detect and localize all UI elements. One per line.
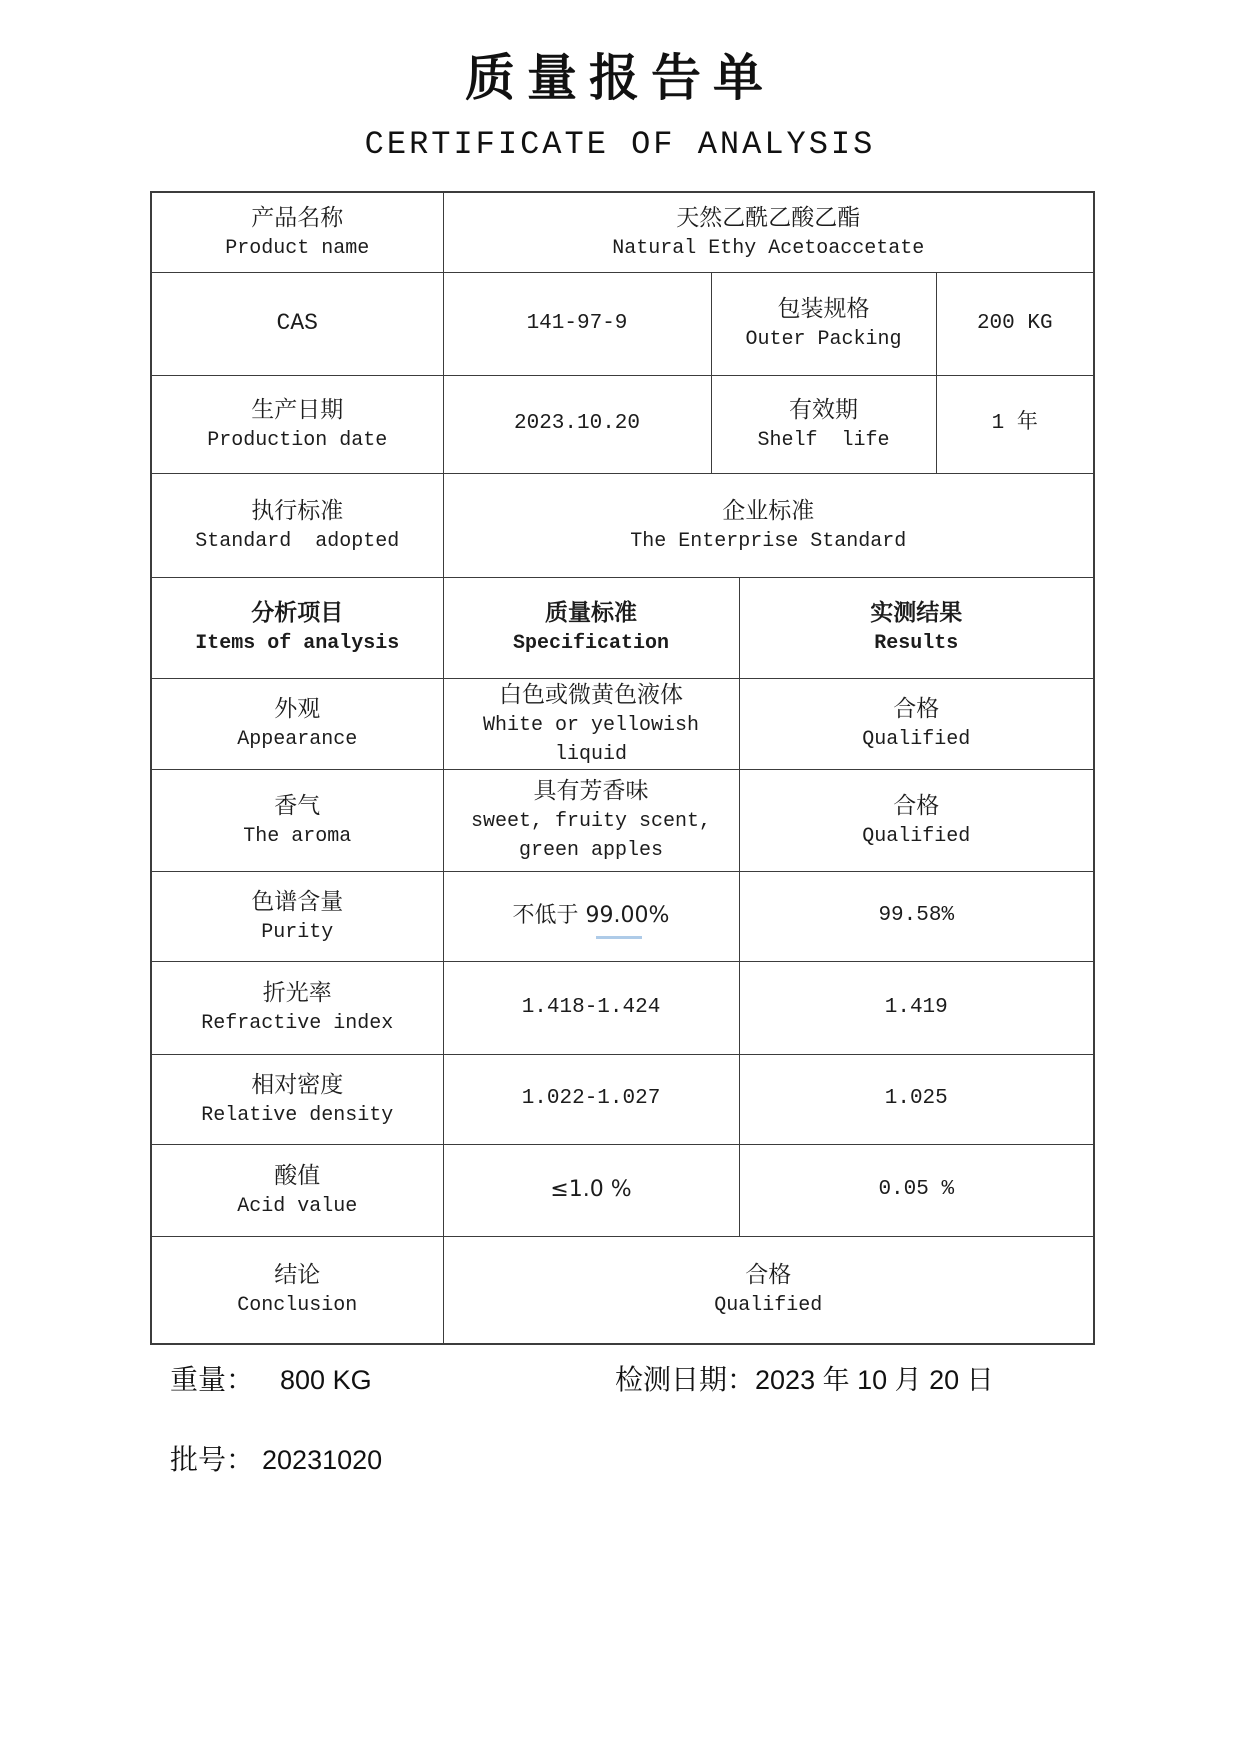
packing-value: 200 KG [976, 311, 1053, 335]
appearance-item-en: Appearance [237, 728, 358, 751]
acid-result-cell [739, 1144, 1094, 1236]
standard-label-en: Standard adopted [195, 529, 400, 553]
row-appearance [151, 678, 1094, 769]
appearance-spec-zh: 白色或微黄色液体 [499, 681, 683, 708]
refractive-item-zh: 折光率 [262, 980, 332, 1006]
refractive-result: 1.419 [884, 995, 948, 1019]
conclusion-value-cell [443, 1236, 1094, 1344]
density-spec-cell [443, 1054, 739, 1144]
appearance-item-zh: 外观 [274, 696, 321, 722]
density-result: 1.025 [884, 1087, 948, 1110]
cas-value: 141-97-9 [526, 311, 628, 335]
cas-label: CAS [276, 310, 318, 336]
purity-item-zh: 色谱含量 [251, 888, 344, 915]
standard-value-zh: 企业标准 [722, 497, 815, 524]
row-cas [151, 272, 1094, 375]
acid-item-cell [151, 1144, 443, 1236]
test-date-value: 2023 年 10 月 20 日 [755, 1365, 994, 1395]
density-spec: 1.022-1.027 [521, 1087, 661, 1110]
product-label-cell [151, 192, 443, 272]
packing-label-cell [711, 272, 936, 375]
density-item-zh: 相对密度 [251, 1071, 344, 1098]
packing-label-zh: 包装规格 [777, 296, 870, 322]
production-label-cell [151, 375, 443, 473]
standard-value-en: The Enterprise Standard [630, 529, 907, 553]
shelf-life-label-zh: 有效期 [789, 396, 858, 423]
header-spec-zh: 质量标准 [545, 600, 637, 626]
conclusion-value-en: Qualified [714, 1294, 823, 1318]
density-item-en: Relative density [201, 1103, 394, 1127]
batch-value: 20231020 [262, 1445, 383, 1475]
shelf-life-label-en: Shelf life [757, 428, 890, 452]
production-label-zh: 生产日期 [251, 396, 344, 423]
row-analysis-header [151, 577, 1094, 678]
aroma-item-cell [151, 769, 443, 871]
product-value-en: Natural Ethy Acetoaccetate [612, 236, 925, 260]
refractive-spec-cell [443, 961, 739, 1054]
refractive-result-cell [739, 961, 1094, 1054]
weight-label: 重量： [170, 1363, 255, 1396]
footer-batch-line [170, 1438, 382, 1478]
row-refractive-index [151, 961, 1094, 1054]
row-standard [151, 473, 1094, 577]
packing-label-en: Outer Packing [745, 328, 902, 351]
conclusion-label-zh: 结论 [274, 1262, 321, 1289]
batch-label: 批号： [170, 1443, 255, 1476]
aroma-item-zh: 香气 [274, 792, 321, 819]
shelf-life-label-cell [711, 375, 936, 473]
header-results-en: Results [874, 632, 959, 655]
conclusion-label-en: Conclusion [237, 1294, 358, 1318]
acid-spec-cell [443, 1144, 739, 1236]
aroma-spec-en2: green apples [518, 839, 664, 862]
acid-spec: ≤1.0 % [550, 1177, 632, 1202]
test-date-label: 检测日期： [615, 1363, 756, 1396]
purity-item-en: Purity [261, 920, 334, 944]
purity-result-cell [739, 871, 1094, 961]
production-label-en: Production date [207, 428, 388, 452]
density-result-cell [739, 1054, 1094, 1144]
header-items-en: Items of analysis [195, 632, 400, 655]
purity-spec-cell [443, 871, 739, 961]
acid-item-en: Acid value [237, 1194, 358, 1218]
proofing-underline-artifact [596, 936, 642, 939]
header-items-zh: 分析项目 [251, 600, 344, 626]
acid-result: 0.05 % [878, 1178, 955, 1201]
appearance-spec-en: White or yellowish liquid [482, 713, 712, 766]
purity-result: 99.58% [878, 904, 955, 927]
refractive-item-en: Refractive index [201, 1012, 394, 1035]
header-items-cell [151, 577, 443, 678]
packing-value-cell [936, 272, 1094, 375]
aroma-spec-en: sweet, fruity scent, [470, 810, 712, 833]
row-conclusion [151, 1236, 1094, 1344]
appearance-item-cell [151, 678, 443, 769]
footer-weight-line [170, 1358, 372, 1398]
header-results-zh: 实测结果 [870, 600, 963, 626]
header-spec-cell [443, 577, 739, 678]
cas-value-cell [443, 272, 711, 375]
purity-spec: 不低于 99.00% [512, 903, 670, 928]
production-value: 2023.10.20 [513, 412, 641, 435]
page-title: 质量报告单 [465, 49, 775, 107]
conclusion-label-cell [151, 1236, 443, 1344]
aroma-result-cell [739, 769, 1094, 871]
aroma-result-zh: 合格 [893, 792, 940, 819]
row-production-date [151, 375, 1094, 473]
acid-item-zh: 酸值 [274, 1162, 321, 1189]
aroma-item-en: The aroma [243, 824, 352, 848]
appearance-result-cell [739, 678, 1094, 769]
product-value-cell [443, 192, 1094, 272]
header-spec-en: Specification [512, 632, 670, 655]
product-label-zh: 产品名称 [251, 204, 344, 231]
appearance-result-en: Qualified [862, 728, 971, 751]
production-value-cell [443, 375, 711, 473]
conclusion-value-zh: 合格 [745, 1262, 792, 1289]
refractive-spec: 1.418-1.424 [521, 995, 661, 1019]
row-relative-density [151, 1054, 1094, 1144]
aroma-spec-zh: 具有芳香味 [533, 778, 649, 804]
appearance-result-zh: 合格 [893, 696, 940, 722]
cas-label-cell [151, 272, 443, 375]
page-subtitle: CERTIFICATE OF ANALYSIS [364, 126, 876, 163]
row-product [151, 192, 1094, 272]
shelf-life-value: 1 年 [991, 412, 1038, 435]
aroma-spec-cell [443, 769, 739, 871]
refractive-item-cell [151, 961, 443, 1054]
shelf-life-value-cell [936, 375, 1094, 473]
certificate-table [150, 191, 1095, 1345]
standard-label-cell [151, 473, 443, 577]
aroma-result-en: Qualified [862, 824, 971, 848]
footer-test-date [615, 1358, 994, 1398]
row-aroma [151, 769, 1094, 871]
appearance-spec-cell [443, 678, 739, 769]
density-item-cell [151, 1054, 443, 1144]
row-purity [151, 871, 1094, 961]
product-label-en: Product name [225, 236, 370, 260]
purity-item-cell [151, 871, 443, 961]
header-results-cell [739, 577, 1094, 678]
product-value-zh: 天然乙酰乙酸乙酯 [676, 204, 861, 231]
weight-value: 800 KG [280, 1365, 372, 1395]
row-acid-value [151, 1144, 1094, 1236]
standard-value-cell [443, 473, 1094, 577]
standard-label-zh: 执行标准 [251, 497, 344, 524]
